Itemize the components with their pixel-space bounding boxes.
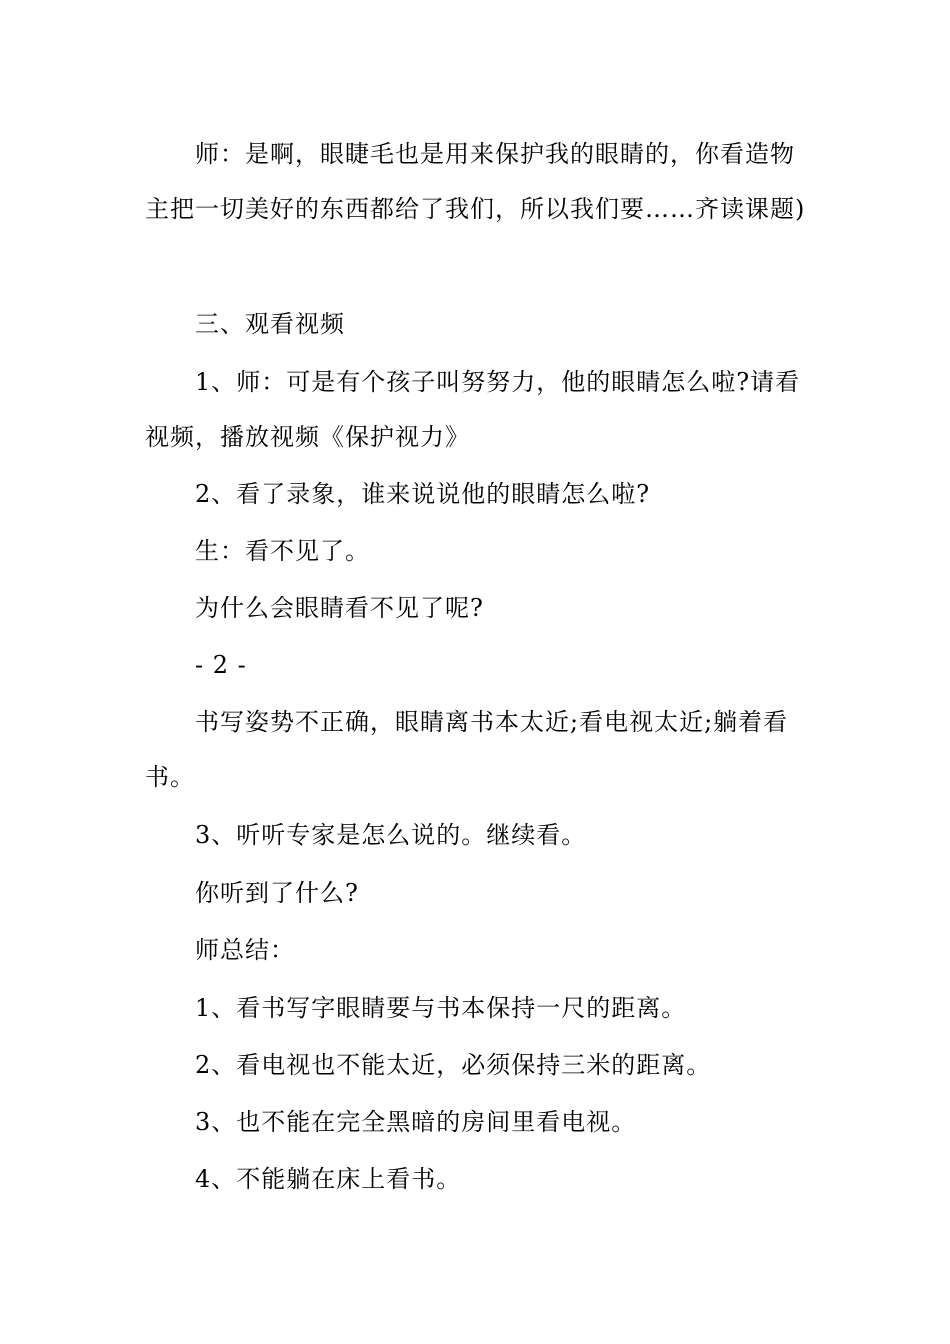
paragraph-teacher-eyelashes: 师：是啊，眼睫毛也是用来保护我的眼睛的，你看造物主把一切美好的东西都给了我们，所以我们要……齐读课题) xyxy=(145,140,806,223)
paragraph-summary-heading: 师总结： xyxy=(195,936,295,964)
paragraph-item-1: 1、师：可是有个孩子叫努努力，他的眼睛怎么啦?请看视频，播放视频《保护视力》 xyxy=(145,368,801,451)
summary-item-2: 2、看电视也不能太近，必须保持三米的距离。 xyxy=(195,1051,712,1079)
paragraph-what-heard: 你听到了什么? xyxy=(195,879,359,907)
summary-item-1: 1、看书写字眼睛要与书本保持一尺的距离。 xyxy=(195,994,687,1022)
page-number: - 2 - xyxy=(195,651,247,679)
paragraph-reasons: 书写姿势不正确，眼睛离书本太近;看电视太近;躺着看书。 xyxy=(145,708,789,791)
summary-item-4: 4、不能躺在床上看书。 xyxy=(195,1165,462,1193)
paragraph-student-answer: 生：看不见了。 xyxy=(195,537,370,565)
summary-item-3: 3、也不能在完全黑暗的房间里看电视。 xyxy=(195,1108,637,1136)
section-heading-watch-video: 三、观看视频 xyxy=(195,310,345,338)
paragraph-item-2: 2、看了录象，谁来说说他的眼睛怎么啦? xyxy=(195,480,651,508)
paragraph-question: 为什么会眼睛看不见了呢? xyxy=(195,594,484,622)
paragraph-item-3: 3、听听专家是怎么说的。继续看。 xyxy=(195,821,587,849)
